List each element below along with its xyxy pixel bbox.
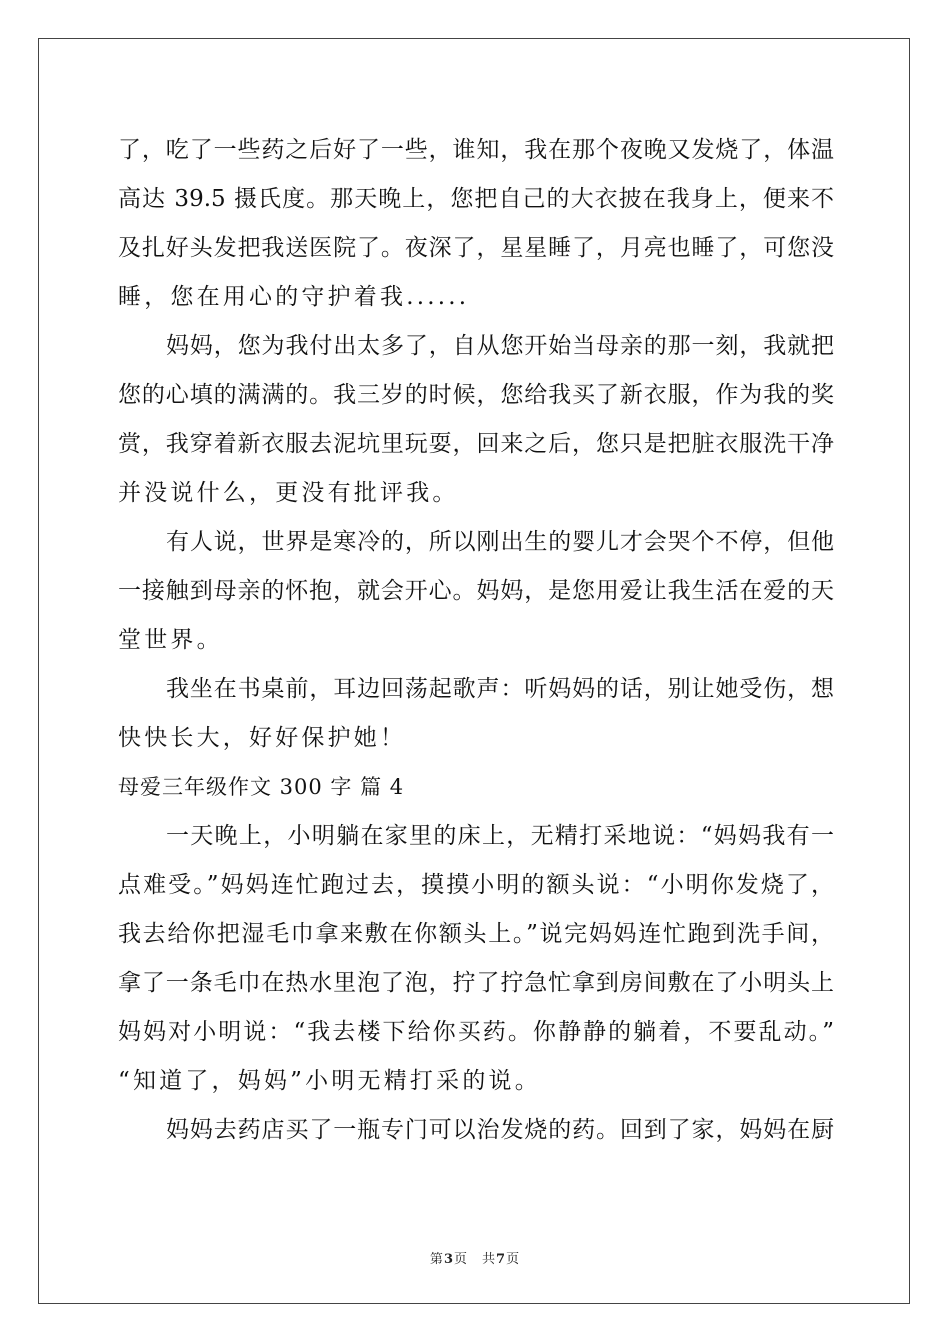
page-total: 7 [496,1252,507,1267]
text-line: 您的心填的满满的。我三岁的时候，您给我买了新衣服，作为我的奖 [118,382,834,408]
page-prefix: 第 [429,1252,444,1267]
text-line: 妈妈，您为我付出太多了，自从您开始当母亲的那一刻，我就把 [166,333,834,359]
text-line: 妈妈去药店买了一瓶专门可以治发烧的药。回到了家，妈妈在厨 [166,1117,834,1143]
text-line: 堂世界。 [118,627,223,653]
text-line: 及扎好头发把我送医院了。夜深了，星星睡了，月亮也睡了，可您没 [118,235,834,261]
text-line: 点难受。”妈妈连忙跑过去，摸摸小明的额头说：“小明你发烧了， [118,872,834,898]
text-line: 妈妈对小明说：“我去楼下给你买药。你静静的躺着，不要乱动。” [118,1019,834,1045]
document-body [118,126,834,1155]
text-line: 拿了一条毛巾在热水里泡了泡，拧了拧急忙拿到房间敷在了小明头上 [118,970,834,996]
text-line: 有人说，世界是寒冷的，所以刚出生的婴儿才会哭个不停，但他 [166,529,834,555]
text-line: 赏，我穿着新衣服去泥坑里玩耍，回来之后，您只是把脏衣服洗干净 [118,431,834,457]
total-prefix: 共 [482,1252,497,1267]
text-line: 并没说什么，更没有批评我。 [118,480,459,506]
text-line: 我坐在书桌前，耳边回荡起歌声：听妈妈的话，别让她受伤，想 [166,676,834,702]
text-line: 了，吃了一些药之后好了一些，谁知，我在那个夜晚又发烧了，体温 [118,137,834,163]
total-suffix: 页 [506,1252,521,1267]
text-line: 高达 39.5 摄氏度。那天晚上，您把自己的大衣披在我身上，便来不 [118,186,834,212]
section-heading: 母爱三年级作文 300 字 篇 4 [118,775,405,799]
text-line: 一天晚上，小明躺在家里的床上，无精打采地说：“妈妈我有一 [166,823,834,849]
page-footer [0,1248,950,1267]
page-current: 3 [443,1252,454,1267]
text-line: “知道了，妈妈”小明无精打采的说。 [118,1068,541,1094]
page-suffix: 页 [453,1252,468,1267]
text-line: 我去给你把湿毛巾拿来敷在你额头上。”说完妈妈连忙跑到洗手间， [118,921,834,947]
text-line: 快快长大，好好保护她！ [118,725,407,751]
text-line: 睡，您在用心的守护着我...... [118,284,470,310]
text-line: 一接触到母亲的怀抱，就会开心。妈妈，是您用爱让我生活在爱的天 [118,578,834,604]
